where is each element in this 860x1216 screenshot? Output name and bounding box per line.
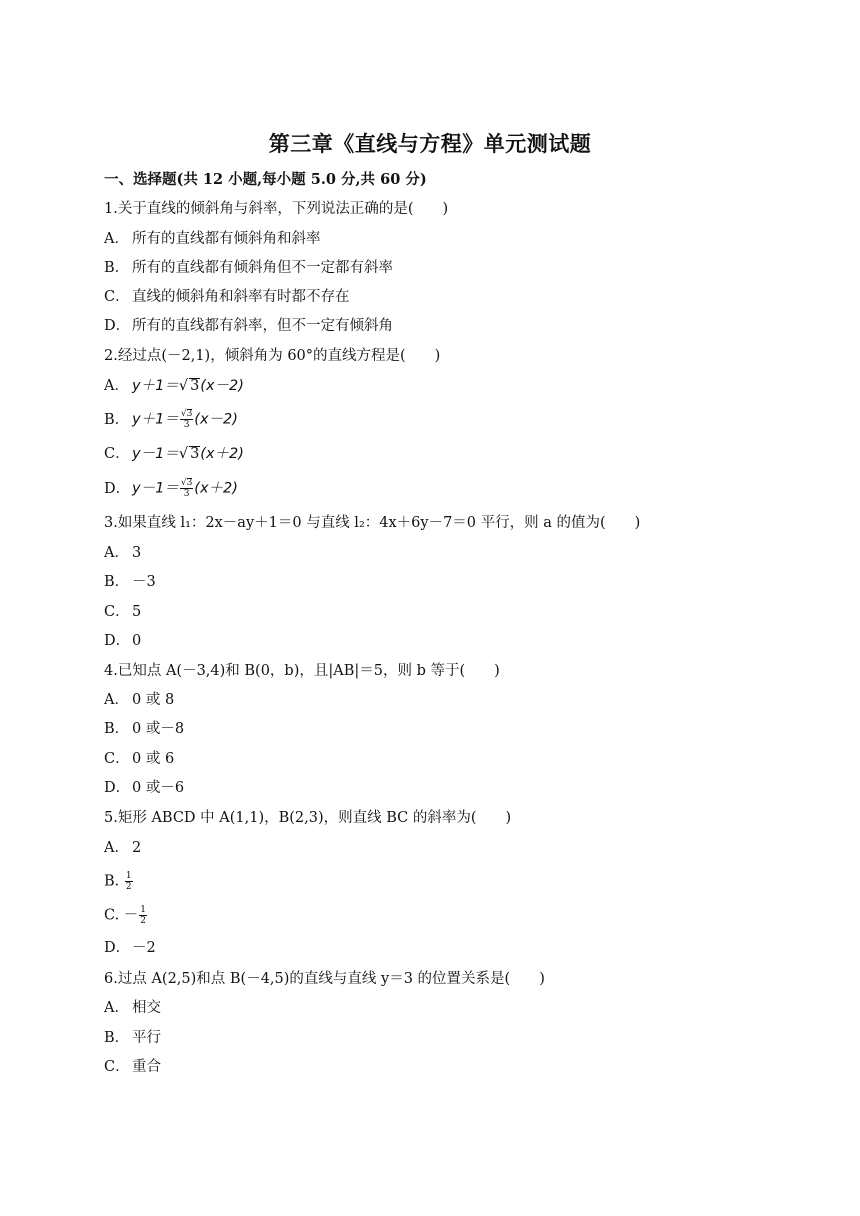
question-1-stem: 1.关于直线的倾斜角与斜率，下列说法正确的是( ) [104,201,449,217]
q5-option-b: B. $\frac{1}{2}$ [104,871,132,892]
q4-option-a: A． 0 或 8 [104,692,175,708]
q1-option-c: C． 直线的倾斜角和斜率有时都不存在 [104,289,350,305]
question-5-stem: 5.矩形 ABCD 中 A(1,1)，B(2,3)，则直线 BC 的斜率为( ) [104,810,512,826]
q6-option-c: C． 重合 [104,1059,161,1075]
fraction-one-half: $\frac{1}{2}$ [140,905,147,926]
q6-option-b: B． 平行 [104,1030,161,1046]
q3-option-d: D． 0 [104,633,142,649]
q4-option-d: D． 0 或－6 [104,780,185,796]
q4-option-c: C． 0 或 6 [104,751,175,767]
q3-option-c: C． 5 [104,604,142,620]
question-3-stem: 3.如果直线 l₁：2x－ay＋1＝0 与直线 l₂：4x＋6y－7＝0 平行，则 a 的值为( ) [104,515,641,531]
q4-option-b: B． 0 或－8 [104,721,185,737]
q5-option-d: D． －2 [104,940,156,956]
question-2-stem: 2.经过点(－2,1)，倾斜角为 60°的直线方程是( ) [104,348,441,364]
q5-option-c: C. － $\frac{1}{2}$ [104,905,147,926]
q1-option-a: A． 所有的直线都有倾斜角和斜率 [104,231,321,247]
q3-option-b: B． －3 [104,574,156,590]
q1-option-b: B． 所有的直线都有倾斜角但不一定都有斜率 [104,260,393,276]
q2-option-a: A． y＋1＝√ 3(x－2) [104,378,244,394]
q2-option-d: D． y－1＝ $\frac{√3}{3}$ (x＋2) [104,478,238,499]
q3-option-a: A． 3 [104,545,142,561]
fraction-sqrt3-over-3: $\frac{√3}{3}$ [180,409,193,430]
fraction-sqrt3-over-3: $\frac{√3}{3}$ [180,478,193,499]
question-6-stem: 6.过点 A(2,5)和点 B(－4,5)的直线与直线 y＝3 的位置关系是( ) [104,971,545,987]
q5-option-a: A． 2 [104,840,142,856]
q2-option-b: B． y＋1＝ $\frac{√3}{3}$ (x－2) [104,409,238,430]
page-title: 第三章《直线与方程》单元测试题 [268,131,592,156]
section-heading: 一、选择题(共 12 小题,每小题 5.0 分,共 60 分) [104,171,427,188]
fraction-one-half: $\frac{1}{2}$ [125,871,132,892]
question-4-stem: 4.已知点 A(－3,4)和 B(0，b)，且|AB|＝5，则 b 等于( ) [104,663,500,679]
q6-option-a: A． 相交 [104,1000,161,1016]
q2-option-c: C． y－1＝√ 3(x＋2) [104,446,244,462]
q1-option-d: D． 所有的直线都有斜率，但不一定有倾斜角 [104,318,393,334]
